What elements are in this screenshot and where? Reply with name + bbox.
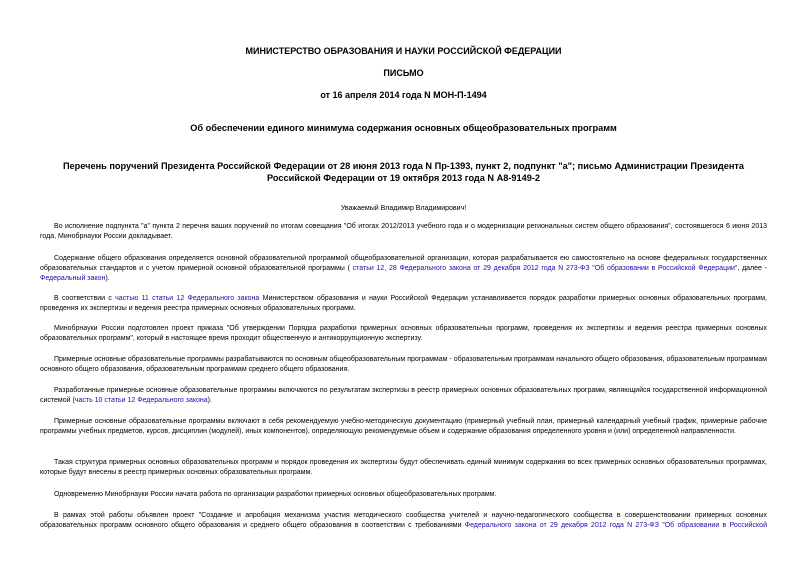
paragraph-1: Во исполнение подпункта "а" пункта 2 перечня ваших поручений по итогам совещания "Об итогах 2012/2013 учебного года и о модернизации региональных систем общего образования", состоявшегося 6 июня 2013 года, Минобрнауки России докладывает. (40, 223, 767, 240)
document-date-number: от 16 апреля 2014 года N МОН-П-1494 (320, 90, 487, 100)
document-title: Об обеспечении единого минимума содержания основных общеобразовательных программ (190, 123, 617, 133)
paragraph-10 (40, 511, 767, 531)
paragraph-3-text-a: В соответствии с (54, 295, 112, 302)
paragraph-6-text-b: ). (207, 397, 212, 404)
paragraph-7: Примерные основные образовательные программы включают в себя рекомендуемую учебно-методическую документацию (примерный учебный план, примерный календарный учебный график, примерные рабочие программы учебных предметов, курсов, дисциплин (модулей), иных компонентов), определяющую рекомендуемые объем и содержание образования определенного уровня и (или) определенной направленности. (40, 418, 767, 435)
paragraph-9: Одновременно Минобрнауки России начата работа по организации разработки примерных основных общеобразовательных программ. (54, 491, 497, 498)
paragraph-2-text-b: , далее - (737, 265, 767, 272)
link-federal-law-273[interactable]: Федерального закона от 29 декабря 2012 года N 273-ФЗ "Об образовании в Российской (464, 522, 767, 529)
greeting: Уважаемый Владимир Владимирович! (340, 205, 467, 212)
paragraph-3 (40, 294, 767, 314)
paragraph-4: Минобрнауки России подготовлен проект приказа "Об утверждении Порядка разработки примерных основных образовательных программ, проведения их экспертизы и ведения реестра примерных основных образовательных программ", который в настоящее время проходит общественную и антикоррупционную экспертизу. (40, 325, 767, 342)
link-articles-12-28[interactable]: статьи 12, 28 Федерального закона от 29 декабря 2012 года N 273-ФЗ "Об образовании в Российской Федерации" (352, 265, 738, 272)
paragraph-5: Примерные основные образовательные программы разрабатываются по основным общеобразовательным программам - образовательным программам начального общего образования, образовательным программам основного общего образования, образовательным программам среднего общего образования. (40, 356, 767, 373)
link-federal-law[interactable]: Федеральный закон (40, 275, 106, 282)
paragraph-10-text: В рамках этой работы объявлен проект "Создание и апробация механизма участия методического сообщества учителей и научно-педагогического сообщества в совершенствовании примерных основных образовательных программ основного общего образования и среднего общего образования в соответствии с требованиями (40, 512, 767, 529)
link-part-11-article-12[interactable]: частью 11 статьи 12 Федерального закона (115, 295, 260, 302)
ministry-heading: МИНИСТЕРСТВО ОБРАЗОВАНИЯ И НАУКИ РОССИЙСКОЙ ФЕДЕРАЦИИ (245, 46, 562, 56)
paragraph-2-text-c: ). (105, 275, 110, 282)
paragraph-2-text-a: Содержание общего образования определяется основной образовательной программой общеобразовательной организации, которая разрабатывается ею самостоятельно на основе федеральных государственных образовательных стандартов и с учетом примерной основной образовательной программы ( (40, 255, 767, 272)
document-basis: Перечень поручений Президента Российской Федерации от 28 июня 2013 года N Пр-1393, пункт 2, подпункт "а"; письмо Администрации Президента Российской Федерации от 19 октября 2013 года N А8-9149-2 (62, 161, 745, 183)
link-part-10-article-12[interactable]: часть 10 статьи 12 Федерального закона (74, 397, 208, 404)
paragraph-2 (40, 254, 767, 284)
paragraph-3-text-b: Министерством образования и науки Российской Федерации устанавливается порядок разработки примерных основных образовательных программ, проведения их экспертизы и ведения реестра примерных основных образовательных программ. (40, 295, 767, 312)
paragraph-6-text-a: Разработанные примерные основные образовательные программы включаются по результатам экспертизы в реестр примерных основных образовательных программ, являющийся государственной информационной системой ( (40, 387, 767, 404)
paragraph-6 (40, 386, 767, 406)
document-type: ПИСЬМО (383, 68, 424, 78)
paragraph-8: Такая структура примерных основных образовательных программ и порядок проведения их экспертизы будут обеспечивать единый минимум содержания во всех примерных основных образовательных программах, которые будут внесены в реестр примерных основных образовательных программ. (40, 459, 767, 476)
